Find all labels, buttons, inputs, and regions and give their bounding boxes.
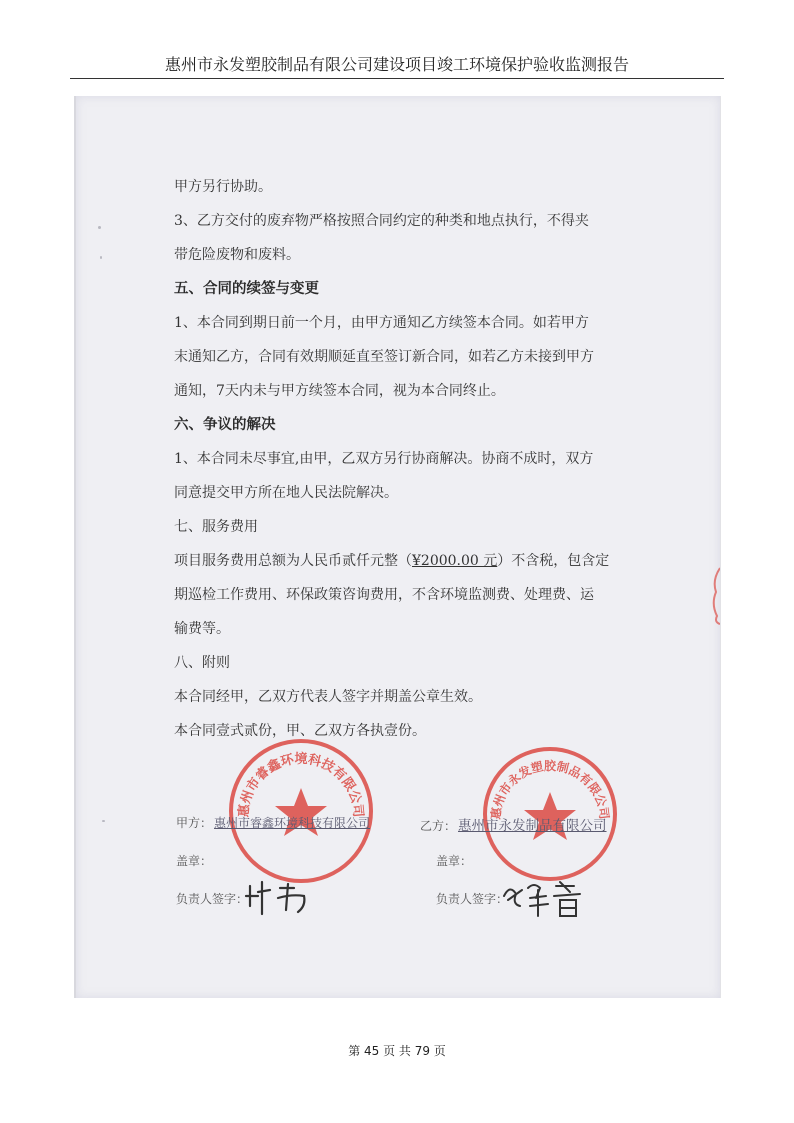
fee-amount: ¥2000.00 元 bbox=[412, 553, 498, 569]
party-b-row bbox=[420, 814, 607, 834]
contract-line: 通知，7天内未与甲方续签本合同，视为本合同终止。 bbox=[174, 383, 505, 399]
scan-speck bbox=[98, 226, 101, 229]
contract-line: 带危险废物和废料。 bbox=[174, 247, 300, 263]
contract-line: 1、本合同未尽事宜,由甲，乙双方另行协商解决。协商不成时，双方 bbox=[174, 451, 594, 467]
party-a-signer-label: 负责人签字： bbox=[176, 892, 249, 906]
contract-line: 本合同壹式贰份，甲、乙双方各执壹份。 bbox=[174, 723, 426, 739]
contract-line: 输费等。 bbox=[174, 621, 230, 637]
seal-b-text: 惠州市永发塑胶制品有限公司 bbox=[488, 758, 612, 821]
handwritten-signature-party-b bbox=[500, 876, 590, 922]
company-seal-party-a bbox=[226, 736, 376, 886]
contract-line: 甲方另行协助。 bbox=[174, 179, 272, 195]
contract-line: 同意提交甲方所在地人民法院解决。 bbox=[174, 485, 398, 501]
party-b-label: 乙方： bbox=[420, 819, 457, 833]
party-a-seal-label: 盖章： bbox=[176, 854, 213, 868]
contract-text bbox=[174, 170, 624, 748]
fee-text-after: ）不含税，包含定 bbox=[497, 553, 610, 569]
contract-line: 末通知乙方，合同有效期顺延直至签订新合同，如若乙方未接到甲方 bbox=[174, 349, 594, 365]
header-divider bbox=[70, 78, 724, 79]
page-number: 第 45 页 共 79 页 bbox=[348, 1044, 446, 1058]
seal-a-text: 惠州市睿鑫环境科技有限公司 bbox=[236, 752, 366, 818]
scan-speck bbox=[100, 256, 102, 259]
party-b-seal-label: 盖章： bbox=[436, 854, 473, 868]
contract-line: 期巡检工作费用、环保政策咨询费用，不含环境监测费、处理费、运 bbox=[174, 587, 594, 603]
contract-line: 1、本合同到期日前一个月，由甲方通知乙方续签本合同。如若甲方 bbox=[174, 315, 589, 331]
report-header-title: 惠州市永发塑胶制品有限公司建设项目竣工环境保护验收监测报告 bbox=[164, 55, 629, 74]
party-a-name: 惠州市睿鑫环境科技有限公司 bbox=[214, 816, 371, 830]
section-heading-renewal: 五、合同的续签与变更 bbox=[174, 281, 319, 297]
party-b-signer-label: 负责人签字： bbox=[436, 892, 509, 906]
handwritten-signature-party-a bbox=[244, 876, 314, 916]
section-heading-appendix: 八、附则 bbox=[174, 655, 230, 671]
fee-text-before: 项目服务费用总额为人民币贰仟元整（ bbox=[174, 553, 412, 569]
fee-line bbox=[174, 544, 624, 578]
party-a-row bbox=[176, 814, 370, 831]
section-heading-dispute: 六、争议的解决 bbox=[174, 417, 276, 433]
scan-speck bbox=[102, 820, 105, 822]
party-a-label: 甲方： bbox=[176, 816, 213, 830]
scanned-contract-page bbox=[74, 96, 721, 998]
contract-line: 3、乙方交付的废弃物严格按照合同约定的种类和地点执行，不得夹 bbox=[174, 213, 589, 229]
edge-seal-fragment bbox=[710, 566, 720, 626]
section-heading-fees: 七、服务费用 bbox=[174, 519, 258, 535]
contract-line: 本合同经甲，乙双方代表人签字并期盖公章生效。 bbox=[174, 689, 482, 705]
party-b-name: 惠州市永发制品有限公司 bbox=[458, 818, 607, 834]
